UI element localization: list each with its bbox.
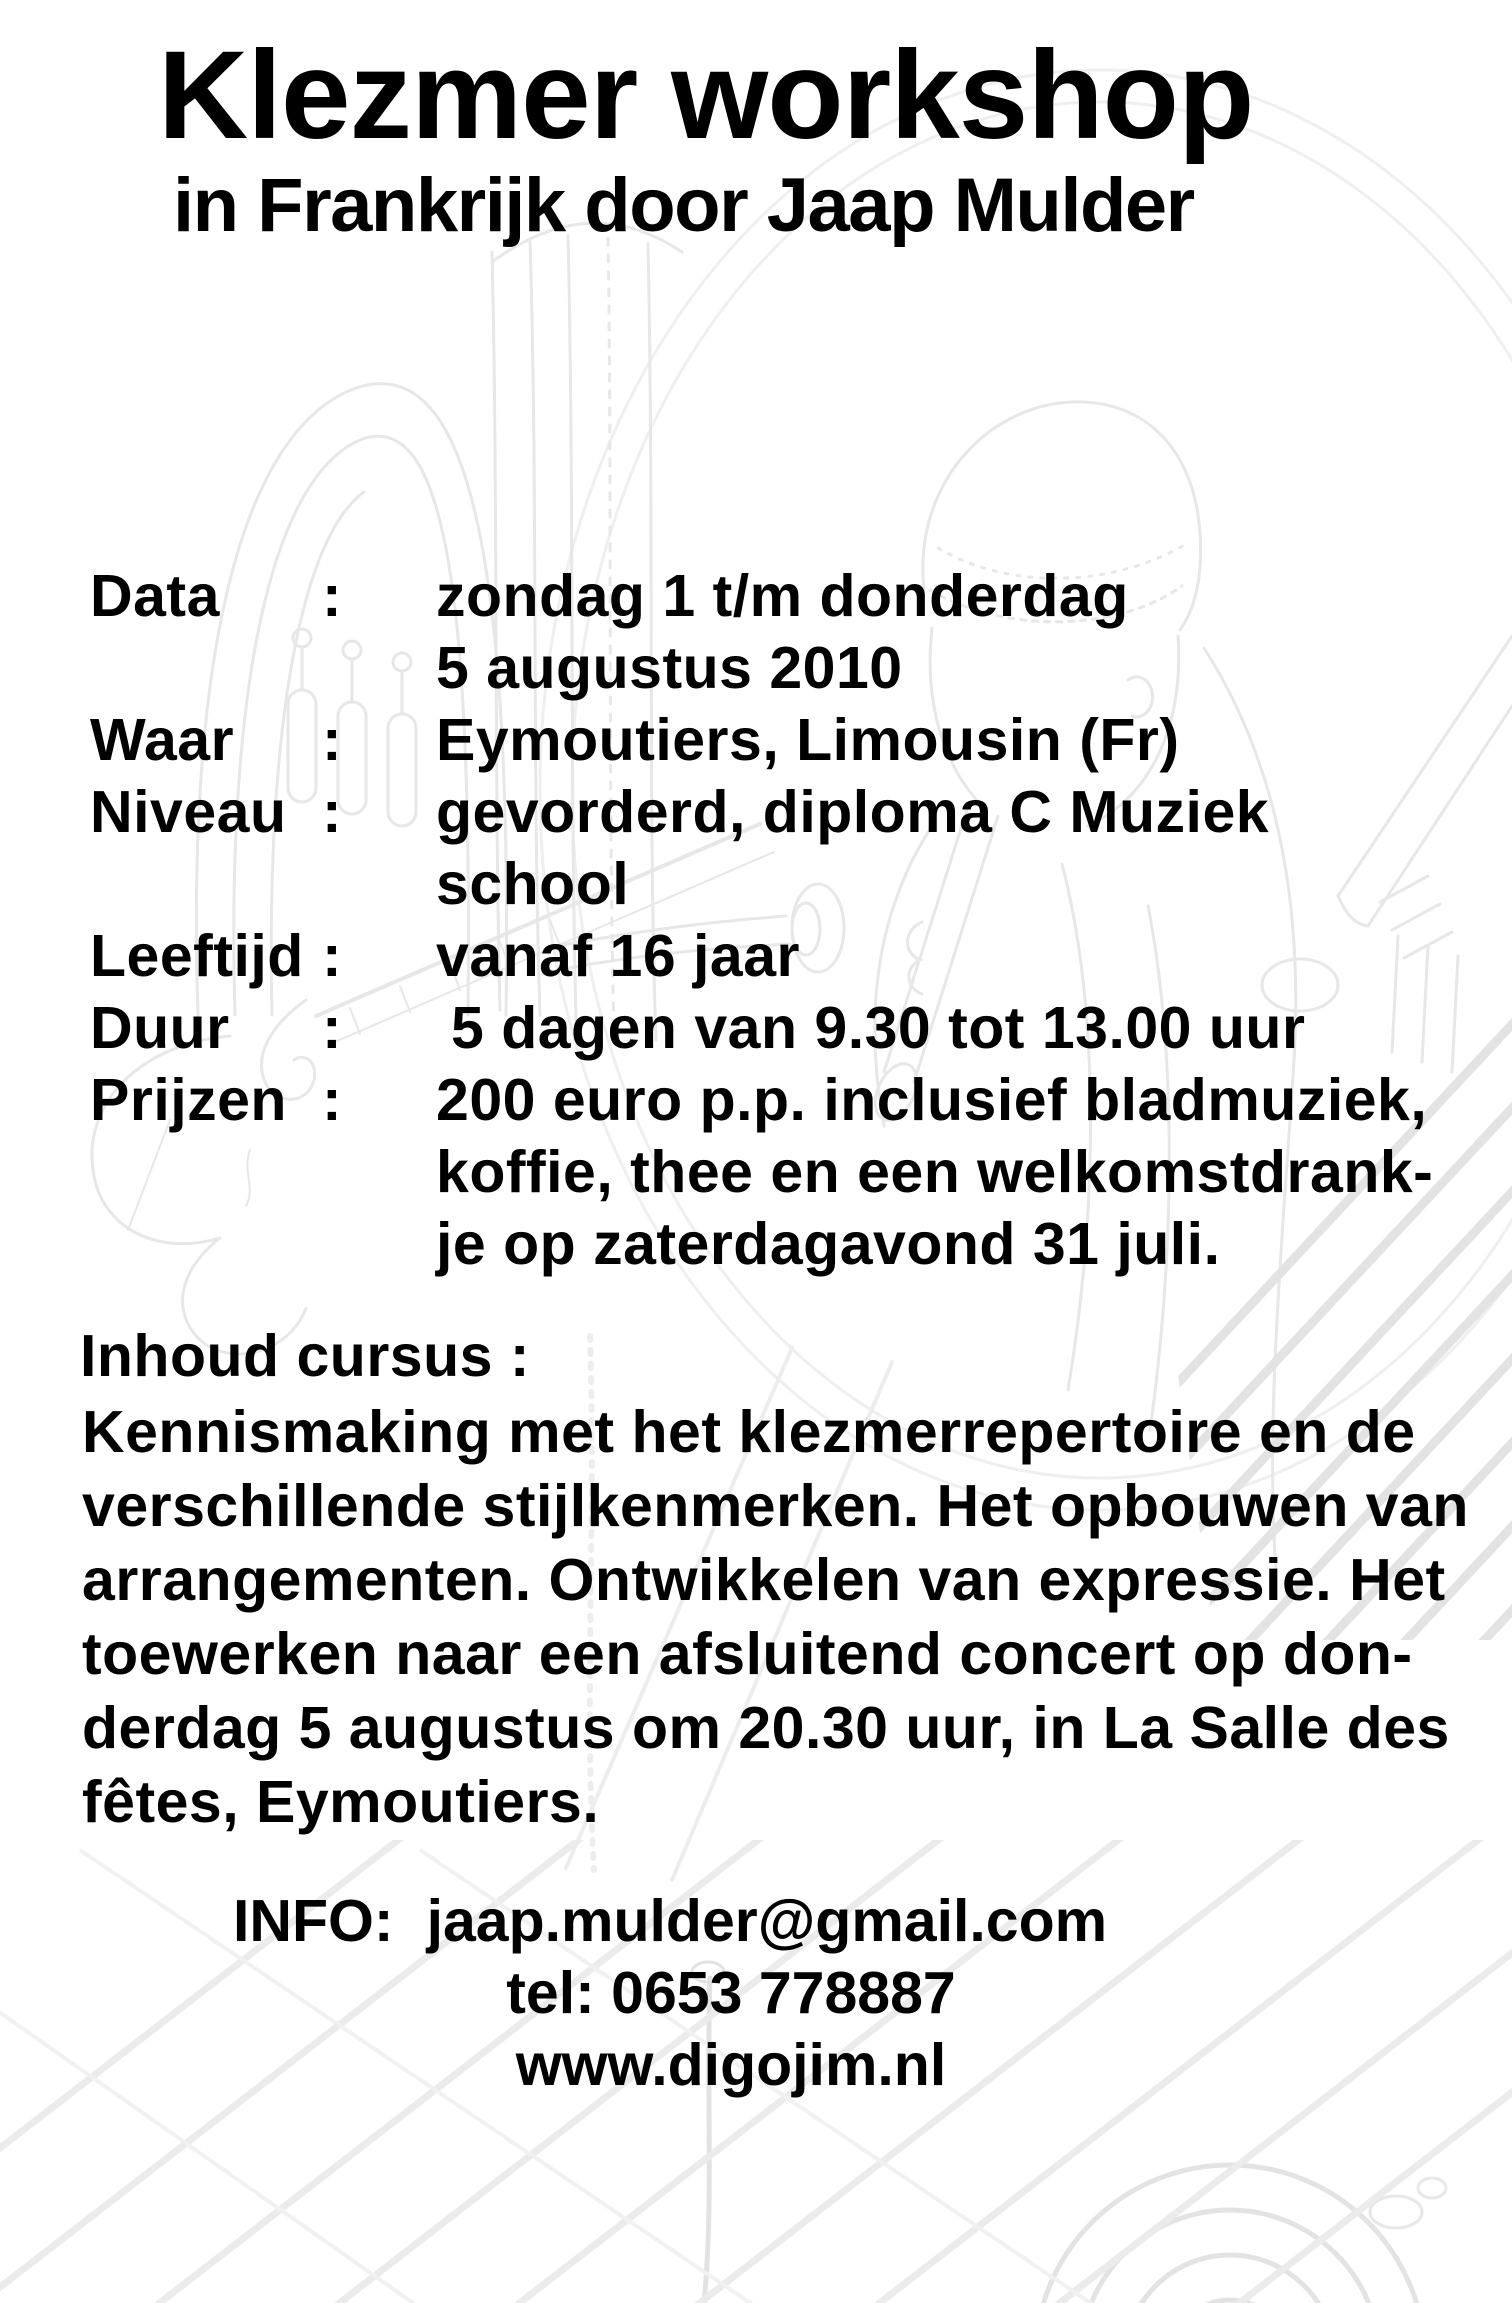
detail-colon: : <box>322 995 343 1061</box>
detail-value <box>436 920 1480 992</box>
detail-value-line: koffie, thee en een welkomstdrank- <box>436 1139 1434 1205</box>
course-paragraph-line: derdag 5 augustus om 20.30 uur, in La Salle des <box>82 1695 1450 1761</box>
detail-row-duur <box>90 992 1480 1064</box>
detail-row-niveau <box>90 776 1480 920</box>
detail-value-line: je op zaterdagavond 31 juli. <box>436 1211 1221 1277</box>
page-subtitle: in Frankrijk door Jaap Mulder <box>173 163 1194 248</box>
detail-value <box>436 704 1480 776</box>
course-paragraph-line: verschillende stijlkenmerken. Het opbouwen van <box>82 1473 1469 1539</box>
course-paragraph-line: arrangementen. Ontwikkelen van expressie. Het <box>82 1547 1446 1613</box>
detail-value <box>436 560 1480 704</box>
detail-value-line: zondag 1 t/m donderdag <box>436 563 1129 629</box>
detail-value <box>436 1064 1480 1280</box>
detail-colon: : <box>322 923 343 989</box>
detail-label: Data <box>90 563 220 629</box>
detail-label: Waar <box>90 707 235 773</box>
detail-colon: : <box>322 779 343 845</box>
detail-value <box>436 776 1480 920</box>
course-heading: Inhoud cursus : <box>80 1323 530 1389</box>
detail-row-prijzen <box>90 1064 1480 1280</box>
detail-value-line: gevorderd, diploma C Muziek <box>436 779 1270 845</box>
detail-colon: : <box>322 707 343 773</box>
detail-row-waar <box>90 704 1480 776</box>
course-paragraph-line: fêtes, Eymoutiers. <box>82 1769 600 1835</box>
detail-colon: : <box>322 563 343 629</box>
detail-value-line: vanaf 16 jaar <box>436 923 801 989</box>
details-list <box>90 560 1480 1280</box>
detail-value-line: 5 dagen van 9.30 tot 13.00 uur <box>451 995 1306 1061</box>
info-label: INFO: <box>233 1888 394 1954</box>
detail-label: Niveau <box>90 779 287 845</box>
page-title: Klezmer workshop <box>158 26 1254 165</box>
course-paragraph <box>82 1395 1469 1839</box>
detail-label: Leeftijd <box>90 923 304 989</box>
detail-value-line: Eymoutiers, Limousin (Fr) <box>436 707 1180 773</box>
detail-colon: : <box>322 1067 343 1133</box>
contact-info-line <box>233 1885 1107 1957</box>
detail-row-leeftijd <box>90 920 1480 992</box>
detail-value-line: 200 euro p.p. inclusief bladmuziek, <box>436 1067 1428 1133</box>
course-paragraph-line: toewerken naar een afsluitend concert op don- <box>82 1621 1413 1687</box>
detail-value <box>436 992 1480 1064</box>
detail-row-data <box>90 560 1480 704</box>
course-paragraph-line: Kennismaking met het klezmerrepertoire en de <box>82 1399 1416 1465</box>
phone-text: tel: 0653 778887 <box>506 1960 956 2026</box>
detail-value-line: 5 augustus 2010 <box>436 635 903 701</box>
detail-label: Prijzen <box>90 1067 287 1133</box>
detail-value-line: school <box>436 851 630 917</box>
detail-label: Duur <box>90 995 230 1061</box>
website-text: www.digojim.nl <box>515 2032 947 2098</box>
email-text: jaap.mulder@gmail.com <box>426 1888 1108 1954</box>
